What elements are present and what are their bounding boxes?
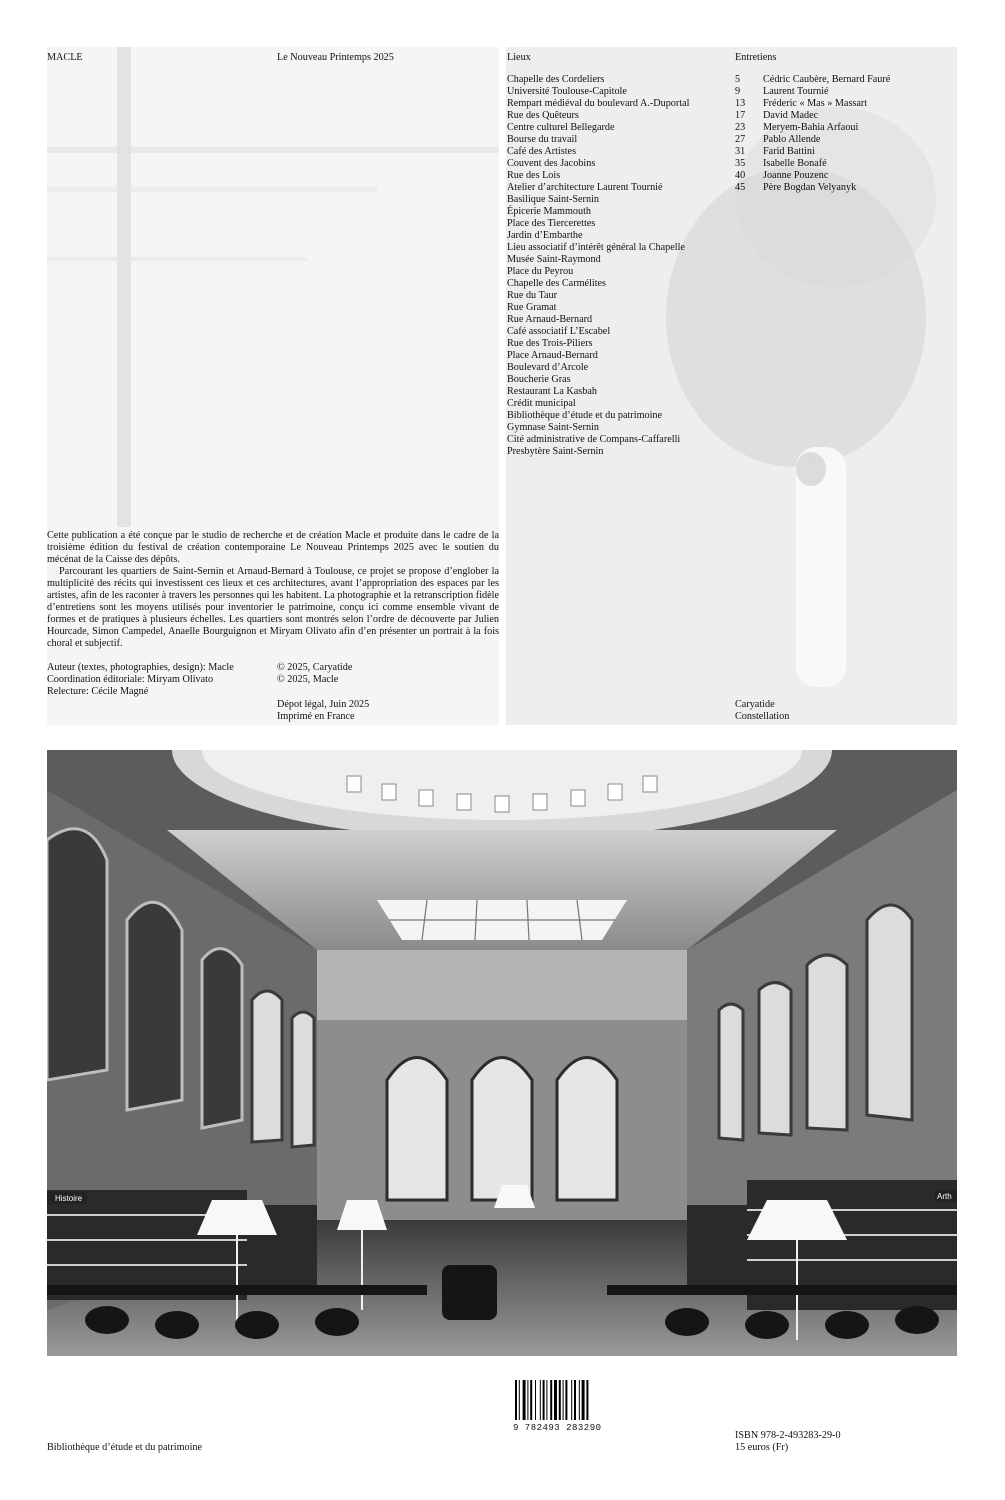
- interview-item: [735, 158, 955, 170]
- interview-item: [735, 110, 955, 122]
- place-item: Lieu associatif d’intérêt général la Chapelle: [507, 242, 685, 253]
- place-item: Crédit municipal: [507, 398, 576, 409]
- places-heading: Lieux: [507, 52, 531, 63]
- shelf-label-arth-text: Arth: [937, 1192, 952, 1201]
- place-item: Bourse du travail: [507, 134, 578, 145]
- interview-page: 45: [735, 182, 746, 193]
- copyright-line: © 2025, Macle: [277, 674, 339, 685]
- place-item: Rue Gramat: [507, 302, 557, 313]
- library-photo: [47, 750, 957, 1356]
- publisher-line: Caryatide: [735, 699, 775, 710]
- place-item: Chapelle des Cordeliers: [507, 74, 605, 85]
- ghost-beam: [47, 257, 307, 261]
- place-item: Atelier d’architecture Laurent Tournié: [507, 182, 663, 193]
- interview-page: 17: [735, 110, 746, 121]
- photo-caption: Bibliothèque d’étude et du patrimoine: [47, 1442, 203, 1453]
- interview-name: Isabelle Bonafé: [763, 158, 827, 169]
- barcode: [513, 1380, 613, 1432]
- place-item: Rue des Lois: [507, 170, 561, 181]
- place-item: Presbytère Saint-Sernin: [507, 446, 604, 457]
- barcode-bar: [519, 1380, 520, 1420]
- place-item: Rempart médiéval du boulevard A.-Duportal: [507, 98, 690, 109]
- place-item: Bibliothèque d’étude et du patrimoine: [507, 410, 663, 421]
- place-item: Jardin d’Embarthe: [507, 230, 583, 241]
- legal-deposit: [277, 699, 369, 723]
- interview-name: David Madec: [763, 110, 819, 121]
- place-item: Rue Arnaud-Bernard: [507, 314, 593, 325]
- place-item: Place du Peyrou: [507, 266, 574, 277]
- barcode-bars: [513, 1380, 613, 1422]
- brand-name: MACLE: [47, 52, 83, 63]
- place-item: Restaurant La Kasbah: [507, 386, 597, 397]
- legal-line: Dépot légal, Juin 2025: [277, 699, 370, 710]
- place-item: Chapelle des Carmélites: [507, 278, 607, 289]
- place-item: Place Arnaud-Bernard: [507, 350, 598, 361]
- barcode-bar: [559, 1380, 561, 1420]
- barcode-bar: [530, 1380, 532, 1420]
- publisher-line: Constellation: [735, 711, 790, 722]
- place-item: Café associatif L’Escabel: [507, 326, 611, 337]
- interview-item: [735, 134, 955, 146]
- reading-room-illustration: [47, 750, 957, 1356]
- barcode-bar: [527, 1380, 528, 1420]
- place-item: Rue des Trois-Piliers: [507, 338, 593, 349]
- intro-paragraph: Parcourant les quartiers de Saint-Sernin et Arnaud-Bernard à Toulouse, ce projet se propose d’englober la multiplicité des récits qui investissent ces lieux et ces architectures, avant l’appropriation des espaces par les artistes, afin de les raconter à travers les personnes qui les habitent. La photographie et la retranscription fidèle d’entretiens sont les moyens utilisés pour inventorier le patrimoine, conçu ici comme ensemble vivant de formes et de pratiques à plusieurs échelles. Les quartiers sont montrés selon l’ordre de découverte par Julien Hourcade, Simon Campedel, Anaelle Bourguignon et Miryam Olivato afin d’en présenter un portrait à la fois choral et subjectif.: [47, 566, 499, 649]
- place-item: Rue du Taur: [507, 290, 558, 301]
- interview-page: 9: [735, 86, 741, 97]
- barcode-bar: [546, 1380, 547, 1420]
- barcode-bar: [582, 1380, 585, 1420]
- barcode-bar: [515, 1380, 517, 1420]
- credits: [47, 662, 234, 698]
- interview-page: 13: [735, 98, 746, 109]
- interview-item: [735, 98, 955, 110]
- place-item: Rue des Quêteurs: [507, 110, 579, 121]
- barcode-bar: [523, 1380, 526, 1420]
- interview-page: 40: [735, 170, 746, 181]
- barcode-bar: [550, 1380, 552, 1420]
- interview-page: 31: [735, 146, 746, 157]
- barcode-bar: [574, 1380, 576, 1420]
- interviews-list: [735, 74, 955, 194]
- copyright: [277, 662, 352, 686]
- legal-line: Imprimé en France: [277, 711, 355, 722]
- credit-line: Auteur (textes, photographies, design): Macle: [47, 662, 234, 673]
- barcode-digits: 9 782493 283290: [513, 1423, 602, 1433]
- credit-line: Coordination éditoriale: Miryam Olivato: [47, 674, 214, 685]
- ghost-beam: [47, 147, 499, 153]
- interview-item: [735, 170, 955, 182]
- interview-name: Père Bogdan Velyanyk: [763, 182, 857, 193]
- price: 15 euros (Fr): [735, 1442, 789, 1453]
- place-item: Place des Tiercerettes: [507, 218, 596, 229]
- interview-name: Laurent Tournié: [763, 86, 829, 97]
- place-item: Cité administrative de Compans-Caffarelli: [507, 434, 681, 445]
- intro-paragraph: Cette publication a été conçue par le studio de recherche et de création Macle et produite dans le cadre de la troisième édition du festival de création contemporaine Le Nouveau Printemps 2025 avec le soutien du mécénat de la Caisse des dépôts.: [47, 530, 499, 565]
- place-item: Épicerie Mammouth: [507, 206, 592, 217]
- barcode-bar: [579, 1380, 580, 1420]
- place-item: Centre culturel Bellegarde: [507, 122, 615, 133]
- barcode-bar: [563, 1380, 564, 1420]
- publisher: [735, 699, 789, 723]
- copyright-line: © 2025, Caryatide: [277, 662, 353, 673]
- interview-name: Meryem-Bahia Arfaoui: [763, 122, 859, 133]
- interview-page: 35: [735, 158, 746, 169]
- barcode-bar: [543, 1380, 545, 1420]
- place-item: Couvent des Jacobins: [507, 158, 596, 169]
- ghost-beam: [47, 187, 377, 192]
- interview-name: Fréderic « Mas » Massart: [763, 98, 868, 109]
- interviews-heading: Entretiens: [735, 52, 777, 63]
- intro-text: [47, 530, 499, 650]
- barcode-bar: [554, 1380, 557, 1420]
- barcode-bar: [540, 1380, 541, 1420]
- place-item: Boulevard d’Arcole: [507, 362, 589, 373]
- interview-page: 5: [735, 74, 741, 85]
- shelf-label-histoire-text: Histoire: [55, 1194, 83, 1203]
- interview-page: 27: [735, 134, 746, 145]
- interview-name: Farid Battini: [763, 146, 815, 157]
- places-list: [507, 74, 689, 458]
- barcode-bar: [535, 1380, 536, 1420]
- barcode-bar: [571, 1380, 572, 1420]
- interview-item: [735, 74, 955, 86]
- place-item: Basilique Saint-Sernin: [507, 194, 599, 205]
- place-item: Université Toulouse-Capitole: [507, 86, 627, 97]
- interview-item: [735, 182, 955, 194]
- place-item: Boucherie Gras: [507, 374, 571, 385]
- place-item: Musée Saint-Raymond: [507, 254, 601, 265]
- festival-title: Le Nouveau Printemps 2025: [277, 52, 394, 63]
- credit-line: Relecture: Cécile Magné: [47, 686, 149, 697]
- interview-item: [735, 146, 955, 158]
- barcode-bar: [565, 1380, 567, 1420]
- interview-name: Pablo Allende: [763, 134, 821, 145]
- ghost-figure-head: [796, 452, 826, 486]
- interview-item: [735, 122, 955, 134]
- barcode-bar: [586, 1380, 588, 1420]
- interview-item: [735, 86, 955, 98]
- ghost-column: [117, 47, 131, 527]
- interview-name: Cédric Caubère, Bernard Fauré: [763, 74, 891, 85]
- place-item: Café des Artistes: [507, 146, 577, 157]
- place-item: Gymnase Saint-Sernin: [507, 422, 599, 433]
- isbn: ISBN 978-2-493283-29-0: [735, 1430, 841, 1441]
- interview-name: Joanne Pouzenc: [763, 170, 829, 181]
- interview-page: 23: [735, 122, 746, 133]
